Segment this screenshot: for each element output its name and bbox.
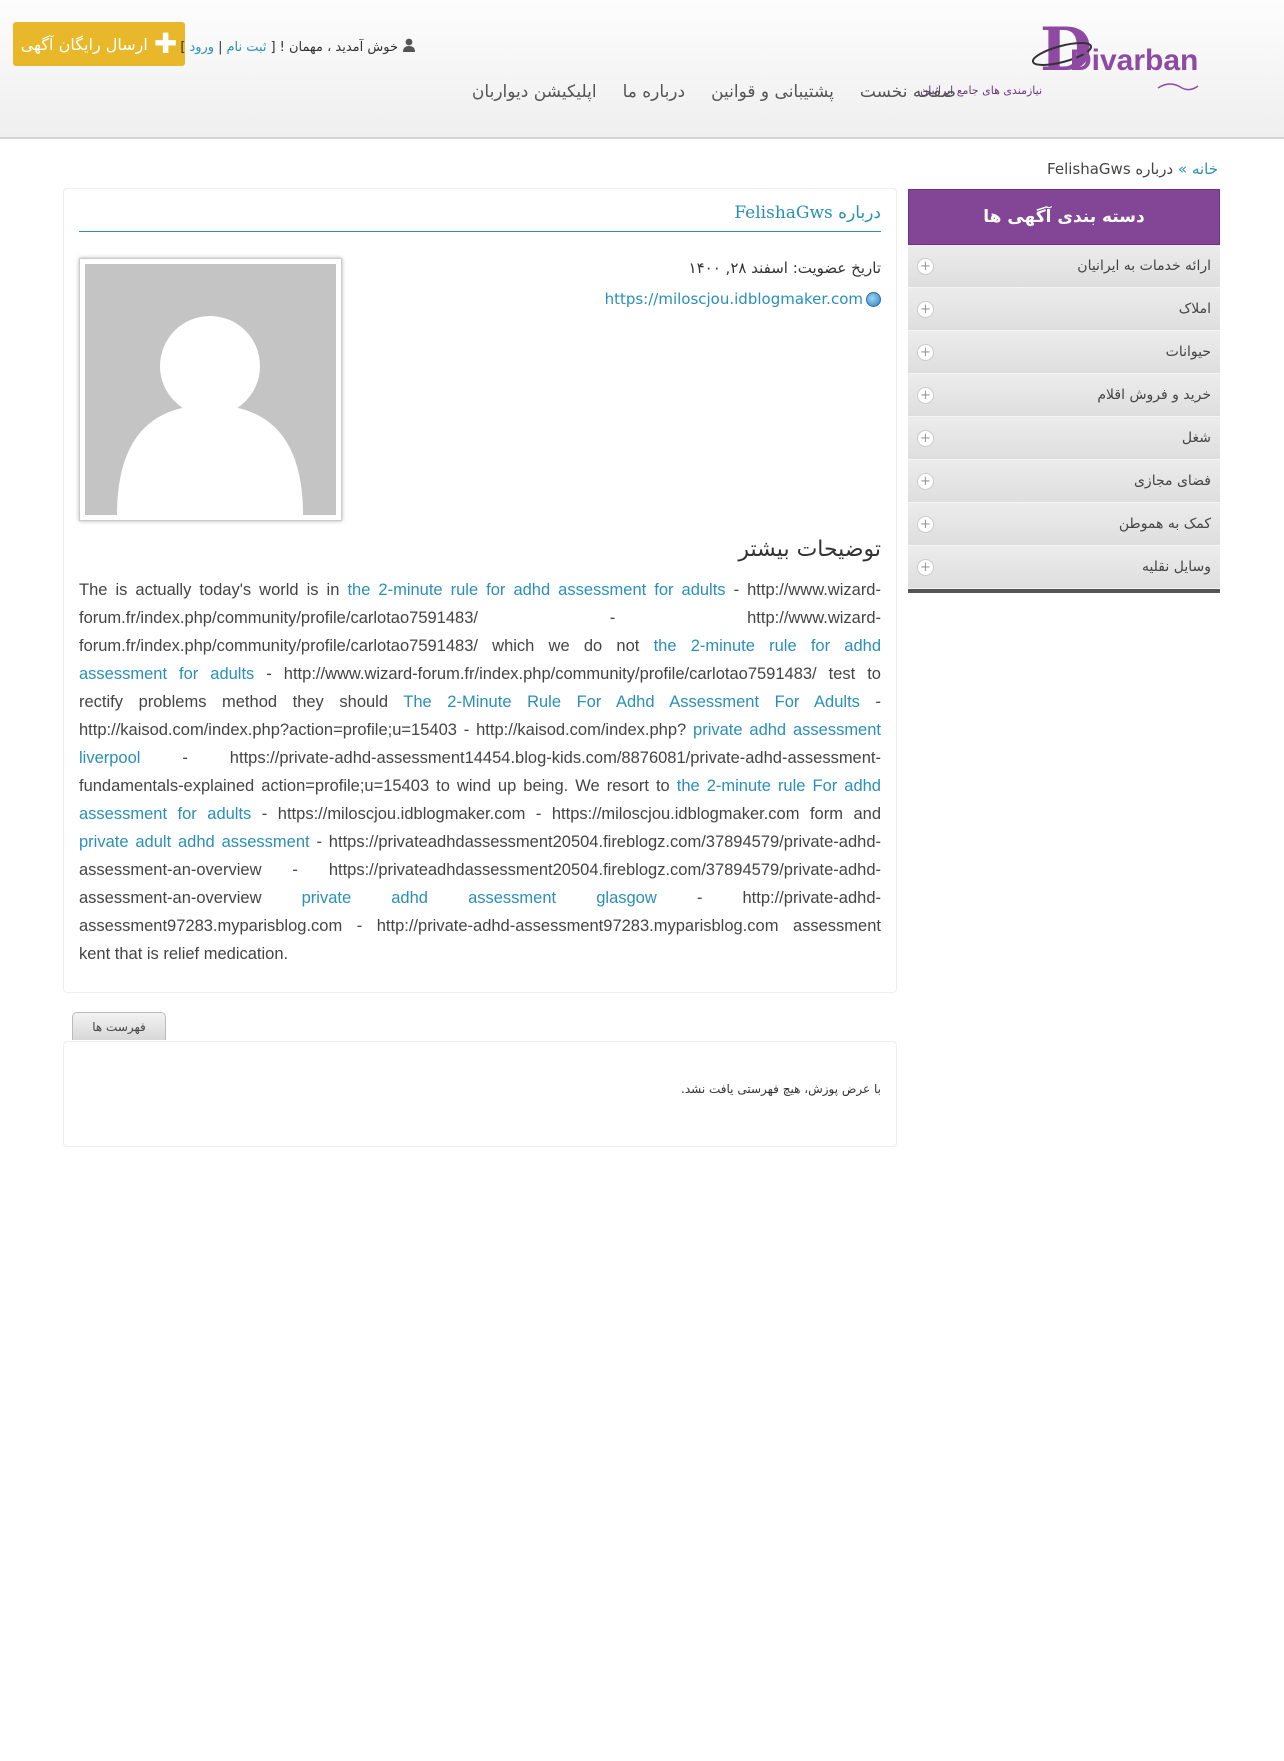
profile-title: درباره FelishaGws <box>734 203 881 223</box>
post-free-ad-button[interactable] <box>13 22 185 66</box>
category-item[interactable]: شغل + <box>908 417 1220 460</box>
bio-link[interactable]: the 2-minute rule For adhd assessment for adults <box>79 777 881 823</box>
category-sidebar <box>908 189 1220 593</box>
welcome-text: خوش آمدید ، مهمان ! <box>279 39 398 55</box>
category-item[interactable]: کمک به هموطن + <box>908 503 1220 546</box>
bio-text: - https://privateadhdassessment20504.fireblogz.com/37894579/private-adhd-assessment-an-overview - https://privateadhdassessment20504.fireblogz.com/37894579/private-adhd-assessment-an-overview <box>79 833 881 907</box>
bio-text: The is actually today's world is in <box>79 581 348 599</box>
globe-icon <box>866 292 881 307</box>
more-details-heading: توضیحات بیشتر <box>738 537 881 562</box>
main-nav <box>472 82 956 102</box>
nav-support-rules[interactable]: پشتیبانی و قوانین <box>711 82 834 102</box>
bio-text: - https://miloscjou.idblogmaker.com - https://miloscjou.idblogmaker.com form and <box>251 805 881 823</box>
nav-home[interactable]: صفحه نخست <box>859 82 956 102</box>
expand-icon[interactable]: + <box>917 430 934 447</box>
title-divider <box>79 231 881 232</box>
category-item[interactable]: حیوانات + <box>908 331 1220 374</box>
bio-text: - https://private-adhd-assessment14454.blog-kids.com/8876081/private-adhd-assessment-fundamentals-explained action=profile;u=15403 to wind up being. We resort to <box>79 749 881 795</box>
breadcrumb: خانه » درباره FelishaGws <box>1047 160 1218 178</box>
bio-link[interactable]: The 2-Minute Rule For Adhd Assessment For Adults <box>403 693 860 711</box>
svg-text:D: D <box>1040 15 1093 85</box>
expand-icon[interactable]: + <box>917 516 934 533</box>
expand-icon[interactable]: + <box>917 258 934 275</box>
category-item[interactable]: ارائه خدمات به ایرانیان + <box>908 245 1220 288</box>
breadcrumb-home[interactable]: خانه <box>1191 160 1218 178</box>
category-item[interactable]: وسایل نقلیه + <box>908 546 1220 589</box>
logo-wordmark: Divarban <box>1070 44 1199 77</box>
empty-lists-message: با عرض پوزش، هیچ فهرستی یافت نشد. <box>681 1082 881 1096</box>
bio-text: - http://kaisod.com/index.php?action=profile;u=15403 - http://kaisod.com/index.php? <box>79 693 881 739</box>
bio-link[interactable]: the 2-minute rule for adhd assessment for adults <box>347 581 726 599</box>
plus-icon: ✚ <box>153 27 178 60</box>
expand-icon[interactable]: + <box>917 559 934 576</box>
register-link[interactable]: ثبت نام <box>226 39 267 55</box>
site-logo[interactable] <box>920 15 1210 102</box>
logo-tagline: نیازمندی های جامع ایرانیان <box>920 84 1042 97</box>
site-header <box>0 0 1284 139</box>
lists-panel <box>63 1041 897 1147</box>
breadcrumb-current: درباره FelishaGws <box>1047 160 1174 178</box>
bio-text: - http://www.wizard-forum.fr/index.php/community/profile/carlotao7591483/ test to rectify problems method they should <box>79 665 881 711</box>
user-bar: خوش آمدید ، مهمان ! [ ثبت نام | ورود ] <box>180 38 416 56</box>
profile-bio <box>79 576 881 968</box>
expand-icon[interactable]: + <box>917 387 934 404</box>
category-item[interactable]: فضای مجازی + <box>908 460 1220 503</box>
expand-icon[interactable]: + <box>917 473 934 490</box>
tab-lists[interactable]: فهرست ها <box>72 1012 166 1040</box>
bio-link[interactable]: private adhd assessment liverpool <box>79 721 881 767</box>
expand-icon[interactable]: + <box>917 344 934 361</box>
default-avatar-icon <box>85 264 336 515</box>
avatar <box>79 258 342 521</box>
website-link[interactable]: https://miloscjou.idblogmaker.com <box>604 290 863 308</box>
nav-divarban-app[interactable]: اپلیکیشن دیواربان <box>471 82 597 102</box>
expand-icon[interactable]: + <box>917 301 934 318</box>
post-free-ad-label: ارسال رایگان آگهی <box>20 34 148 54</box>
bio-link[interactable]: the 2-minute rule for adhd assessment for adults <box>79 637 881 683</box>
member-since: تاریخ عضویت: اسفند ۲۸, ۱۴۰۰ <box>688 259 881 277</box>
user-icon <box>402 38 416 56</box>
bio-text: - http://www.wizard-forum.fr/index.php/community/profile/carlotao7591483/ - http://www.wizard-forum.fr/index.php/community/profile/carlotao7591483/ which we do not <box>79 581 881 655</box>
sidebar-title: دسته بندی آگهی ها <box>908 189 1220 245</box>
bio-text: - http://private-adhd-assessment97283.myparisblog.com - http://private-adhd-assessment97283.myparisblog.com assessment kent that is relief medication. <box>79 889 881 963</box>
nav-about-us[interactable]: درباره ما <box>622 82 686 102</box>
bio-link[interactable]: private adult adhd assessment <box>79 833 310 851</box>
bio-link[interactable]: private adhd assessment glasgow <box>301 889 657 907</box>
website-row <box>605 290 881 308</box>
category-item[interactable]: خرید و فروش اقلام + <box>908 374 1220 417</box>
login-link[interactable]: ورود <box>189 39 215 55</box>
category-item[interactable]: املاک + <box>908 288 1220 331</box>
profile-panel <box>63 188 897 993</box>
